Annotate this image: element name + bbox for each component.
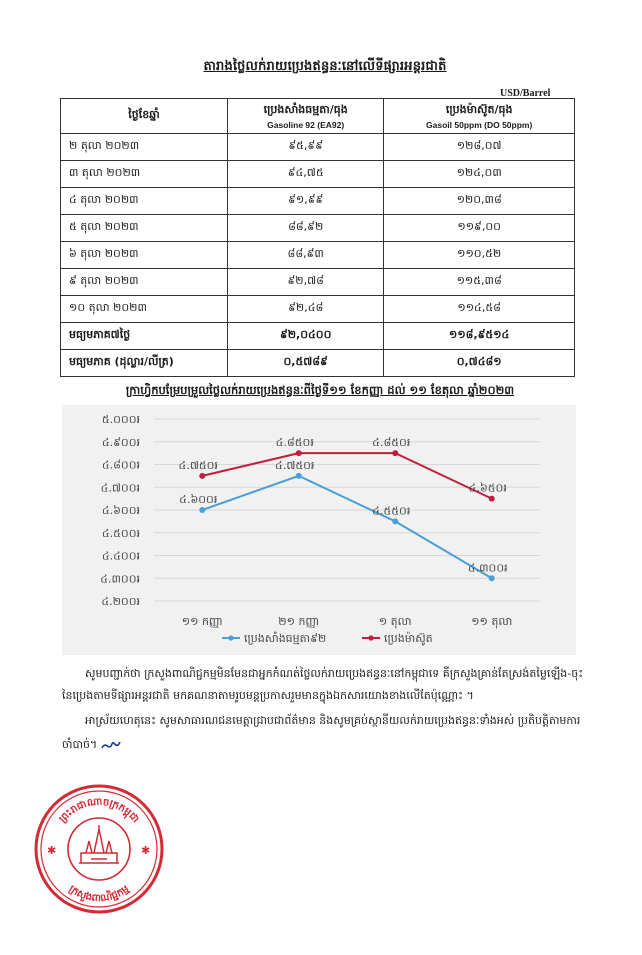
x-tick-label: ២១ កញ្ញា — [278, 615, 320, 628]
series-line — [202, 476, 492, 578]
row-gasoline: ៨៨,៩២ — [228, 215, 384, 242]
data-point — [296, 450, 302, 456]
legend-label: ប្រេងសាំងធម្មតា៩២ — [244, 632, 327, 645]
table-row — [61, 242, 575, 269]
unit-label: USD/Barrel — [500, 88, 551, 99]
data-point — [392, 518, 398, 524]
row-diesel: ១១៤,៥៨ — [384, 296, 575, 323]
row-date: ១០ តុលា ២០២៣ — [61, 296, 228, 323]
data-point — [199, 473, 205, 479]
data-label: ៤.៦៥០៛ — [468, 481, 507, 495]
row-date: ៤ តុលា ២០២៣ — [61, 188, 228, 215]
price-table — [60, 98, 575, 377]
series-line — [202, 453, 492, 499]
row-gasoline: ៩១,៩៩ — [228, 188, 384, 215]
header-diesel-sub: Gasoil 50ppm (DO 50ppm) — [426, 119, 533, 130]
data-label: ៤.៨៥០៛ — [275, 436, 314, 450]
table-row — [61, 188, 575, 215]
average-label: មធ្យមភាគ៧ថ្ងៃ — [61, 323, 228, 350]
row-diesel: ១១៩,០០ — [384, 215, 575, 242]
svg-text:ក្រសួងពាណិជ្ជកម្ម — [67, 883, 132, 904]
row-diesel: ១២៤,០៣ — [384, 161, 575, 188]
note-line-4: ចាំបាច់។ — [62, 738, 98, 751]
y-tick-label: ៥.០០០៛ — [101, 413, 140, 426]
row-gasoline: ៨៨,៩៣ — [228, 242, 384, 269]
data-label: ៤.៣០០៛ — [467, 561, 508, 575]
row-diesel: ១២០,៣៨ — [384, 188, 575, 215]
per-liter-label: មធ្យមភាគ (ដុល្លារ/លីត្រ) — [61, 350, 228, 377]
seal-top-text: ព្រះរាជាណាចក្រកម្ពុជា — [57, 796, 141, 826]
header-date: ថ្ងៃខែឆ្នាំ — [61, 99, 228, 134]
data-point — [489, 496, 495, 502]
row-diesel: ១១៥,៣៨ — [384, 269, 575, 296]
legend-marker — [368, 635, 373, 640]
chart-title: ក្រាហ្វិកបម្រែបម្រួលថ្លៃលក់រាយប្រេងឥន្ធនៈពីថ្ងៃទី១១ ខែកញ្ញា ដល់ ១១ ខែតុលា ឆ្នាំ២០២៣ — [125, 383, 515, 397]
data-label: ៤.៦០០៛ — [179, 493, 218, 506]
y-tick-label: ៤.៩០០៛ — [101, 435, 140, 449]
y-tick-label: ៤.៤០០៛ — [101, 549, 140, 563]
signature-mark — [100, 736, 124, 754]
table-row — [61, 161, 575, 188]
svg-text:✱: ✱ — [141, 844, 151, 857]
y-tick-label: ៤.៣០០៛ — [100, 572, 140, 586]
per-liter-diesel: ០,៧៤៨១ — [384, 350, 575, 377]
y-tick-label: ៤.៧០០៛ — [100, 481, 140, 495]
table-row — [61, 269, 575, 296]
table-row — [61, 134, 575, 161]
header-gasoline: ប្រេងសាំងធម្មតា/ធុង Gasoline 92 (EA92) — [228, 99, 384, 134]
chart-svg — [62, 405, 576, 655]
x-tick-label: ១ តុលា — [378, 615, 412, 628]
row-gasoline: ៩៥,៩៩ — [228, 134, 384, 161]
row-diesel: ១១០,៥២ — [384, 242, 575, 269]
table-row — [61, 215, 575, 242]
data-point — [296, 473, 302, 479]
y-tick-label: ៤.៥០០៛ — [101, 526, 140, 540]
document-title: តារាងថ្លៃលក់រាយប្រេងឥន្ធនៈនៅលើទីផ្សារអន្តរជាតិ — [203, 59, 447, 74]
per-liter-row — [61, 350, 575, 377]
row-date: ៥ តុលា ២០២៣ — [61, 215, 228, 242]
data-point — [392, 450, 398, 456]
data-point — [489, 575, 495, 581]
header-gasoline-sub: Gasoline 92 (EA92) — [267, 119, 345, 130]
row-date: ៩ តុលា ២០២៣ — [61, 269, 228, 296]
row-gasoline: ៩២,៧៨ — [228, 269, 384, 296]
average-diesel: ១១៨,៩៥១៤ — [384, 323, 575, 350]
legend-label: ប្រេងម៉ាស៊ូត — [384, 632, 433, 645]
row-diesel: ១២៨,០៧ — [384, 134, 575, 161]
data-label: ៤.៧៥០៛ — [178, 458, 218, 472]
x-tick-label: ១១ កញ្ញា — [181, 615, 223, 628]
data-label: ៤.៨៥០៛ — [372, 436, 411, 450]
legend-marker — [228, 635, 233, 640]
data-label: ៤.៧៥០៛ — [275, 458, 315, 472]
header-diesel: ប្រេងម៉ាស៊ូត/ធុង Gasoil 50ppm (DO 50ppm) — [384, 99, 575, 134]
row-gasoline: ៩២,៤៨ — [228, 296, 384, 323]
row-gasoline: ៩៤,៧៥ — [228, 161, 384, 188]
official-seal — [33, 783, 165, 915]
svg-text:✱: ✱ — [47, 844, 57, 857]
y-tick-label: ៤.២០០៛ — [101, 595, 140, 608]
note-line-2: នៃប្រេងតាមទីផ្សារអន្តរជាតិ មកគណនាតាមរូបមន្តប្រកាសរួមមានក្នុងឯកសារយោងខាងលើតែប៉ុណ្ណោះ ។ — [62, 689, 474, 702]
angkor-temple-icon — [79, 825, 119, 863]
average-row — [61, 323, 575, 350]
data-label: ៤.៥៥០៛ — [372, 504, 411, 518]
per-liter-gasoline: ០,៥៧៨៩ — [228, 350, 384, 377]
note-line-3: អាស្រ័យហេតុនេះ សូមសាធារណជនមេត្តាជ្រាបជាព័ត៌មាន និងសូមគ្រប់ស្ថានីយលក់រាយប្រេងឥន្ធនៈទាំងអស់ ប្រតិបត្តិតាមការ — [85, 714, 581, 727]
table-row — [61, 296, 575, 323]
row-date: ៦ តុលា ២០២៣ — [61, 242, 228, 269]
average-gasoline: ៩២,០៤០០ — [228, 323, 384, 350]
note-line-1: សូមបញ្ជាក់ថា ក្រសួងពាណិជ្ជកម្មមិនមែនជាអ្នកកំណត់ថ្លៃលក់រាយប្រេងឥន្ធនៈនៅកម្ពុជាទេ គឺក្រសួងគ្រាន់តែស្រង់តម្លៃឡើង-ចុះ — [85, 667, 584, 680]
row-date: ៣ តុលា ២០២៣ — [61, 161, 228, 188]
data-point — [199, 507, 205, 513]
y-tick-label: ៤.៦០០៛ — [101, 504, 140, 517]
row-date: ២ តុលា ២០២៣ — [61, 134, 228, 161]
line-chart — [62, 405, 576, 655]
x-tick-label: ១១ តុលា — [471, 615, 513, 628]
seal-bottom-text: ក្រសួងពាណិជ្ជកម្ម — [66, 883, 132, 905]
y-tick-label: ៤.៨០០៛ — [101, 458, 140, 472]
svg-text:ព្រះរាជាណាចក្រកម្ពុជា — [57, 797, 140, 826]
